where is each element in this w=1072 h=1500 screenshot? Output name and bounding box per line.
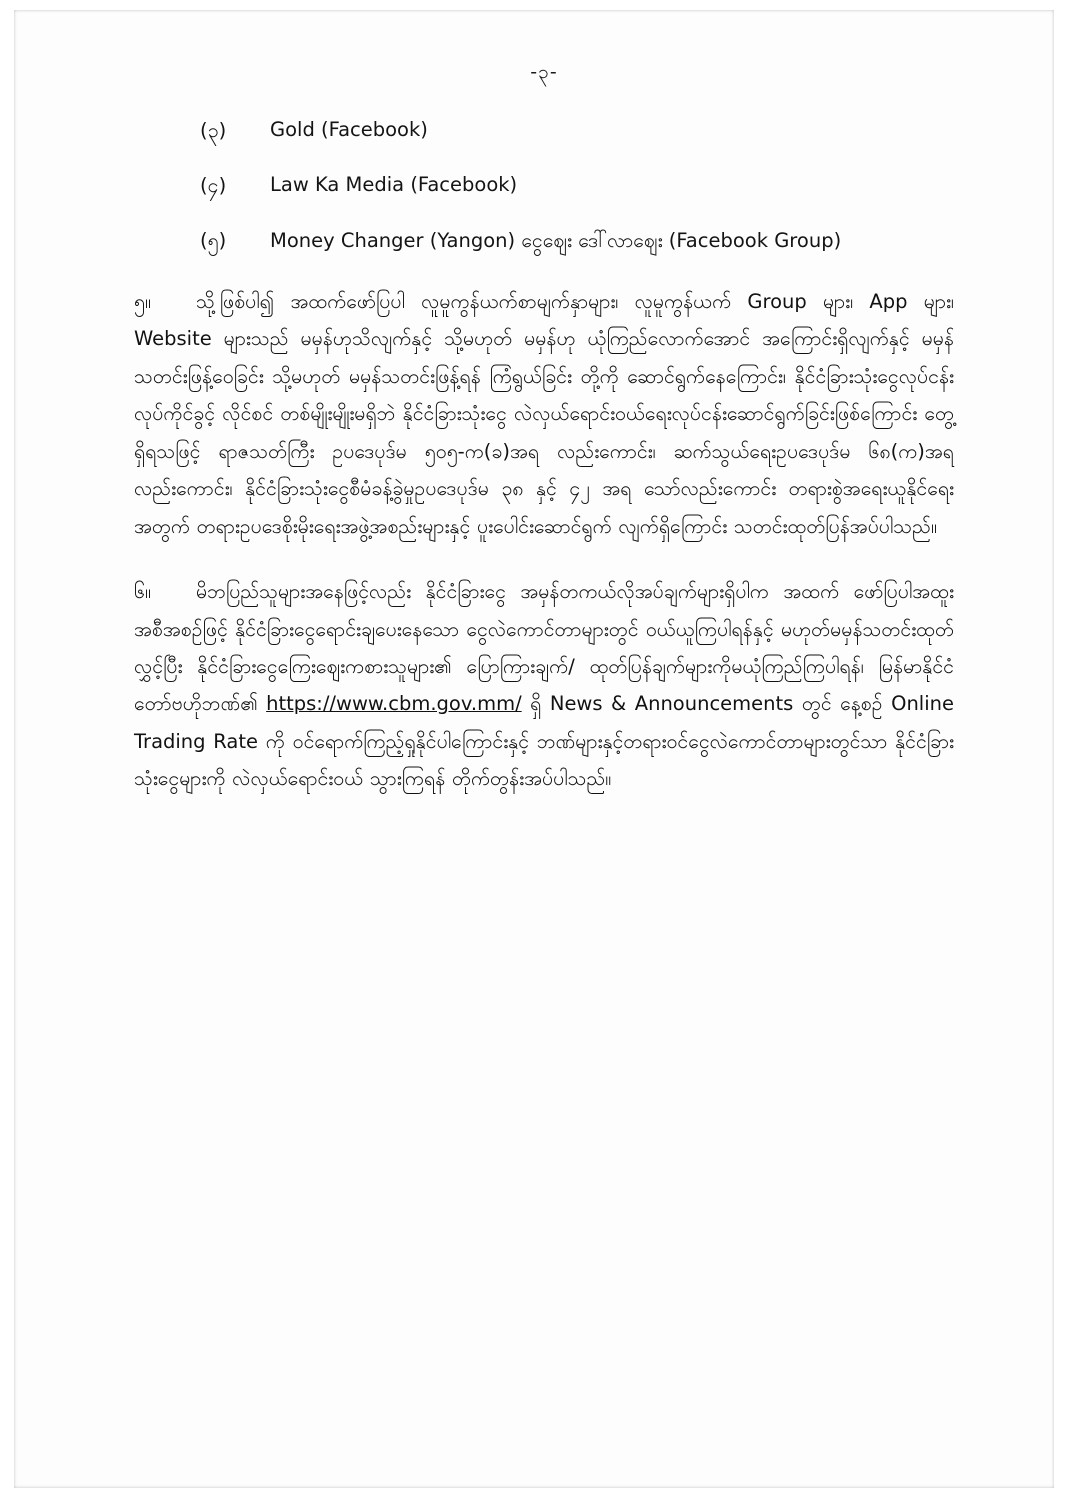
paragraph-5-number: ၅။ [134, 290, 151, 313]
document-content [134, 60, 954, 826]
paragraph-6-text-before-link: မိဘပြည်သူများအနေဖြင့်လည်း နိုင်ငံခြားငွေ အမှန်တကယ်လိုအပ်ချက်များရှိပါက အထက် ဖော်ပြပါအထူးအစီအစဉ်ဖြင့် နိုင်ငံခြားငွေရောင်းချပေးနေသော ငွေလဲကောင်တာများတွင် ဝယ်ယူကြပါရန်နှင့် မဟုတ်မမှန်သတင်းထုတ်လွှင့်ပြီး နိုင်ငံခြားငွေကြေးဈေးကစားသူများ၏ ပြောကြားချက်/ ထုတ်ပြန်ချက်များကိုမယုံကြည်ကြပါရန်၊ မြန်မာနိုင်ငံတော်ဗဟိုဘဏ်၏ [134, 580, 954, 716]
list-item-label: Gold (Facebook) [270, 118, 428, 141]
numbered-list [134, 118, 954, 257]
list-item [134, 173, 954, 202]
paragraph-6 [134, 573, 954, 798]
paragraph-5-text: သို့ဖြစ်ပါ၍ အထက်ဖော်ပြပါ လူမူကွန်ယက်စာမျက်နှာများ၊ လူမူကွန်ယက် Group များ၊ App များ၊ Website များသည် မမှန်ဟုသိလျက်နှင့် သို့မဟုတ် မမှန်ဟု ယုံကြည်လောက်အောင် အကြောင်းရှိလျက်နှင့် မမှန်သတင်းဖြန့်ဝေခြင်း သို့မဟုတ် မမှန်သတင်းဖြန့်ရန် ကြံရွယ်ခြင်း တို့ကို ဆောင်ရွက်နေကြောင်း၊ နိုင်ငံခြားသုံးငွေလုပ်ငန်းလုပ်ကိုင်ခွင့် လိုင်စင် တစ်မျိုးမျိုးမရှိဘဲ နိုင်ငံခြားသုံးငွေ လဲလှယ်ရောင်းဝယ်ရေးလုပ်ငန်းဆောင်ရွက်ခြင်းဖြစ်ကြောင်း တွေ့ရှိရသဖြင့် ရာဇသတ်ကြီး ဥပဒေပုဒ်မ ၅၀၅-က(ခ)အရ လည်းကောင်း၊ ဆက်သွယ်ရေးဥပဒေပုဒ်မ ၆၈(က)အရလည်းကောင်း၊ နိုင်ငံခြားသုံးငွေစီမံခန့်ခွဲမှုဥပဒေပုဒ်မ ၃၈ နှင့် ၄၂ အရ သော်လည်းကောင်း တရားစွဲအရေးယူနိုင်ရေးအတွက် တရားဥပဒေစိုးမိုးရေးအဖွဲ့အစည်းများနှင့် ပူးပေါင်းဆောင်ရွက် လျက်ရှိကြောင်း သတင်းထုတ်ပြန်အပ်ပါသည်။ [134, 290, 954, 538]
cbm-website-link[interactable]: https://www.cbm.gov.mm/ [266, 692, 522, 716]
list-item-marker: (၄) [200, 174, 227, 197]
list-item [134, 118, 954, 147]
page-number: -၃- [530, 61, 558, 83]
list-item [134, 228, 954, 257]
paper-sheet [14, 10, 1054, 1488]
list-item-label: Money Changer (Yangon) ငွေဈေး ဒေါ်လာဈေး (Facebook Group) [270, 229, 842, 252]
list-item-marker: (၅) [200, 229, 227, 252]
paragraph-6-text-after-link: ရှိ News & Announcements တွင် နေ့စဉ် Online Trading Rate ကို ဝင်ရောက်ကြည့်ရှုနိုင်ပါကြောင်းနှင့် ဘဏ်များနှင့်တရားဝင်ငွေလဲကောင်တာများတွင်သာ နိုင်ငံခြားသုံးငွေများကို လဲလှယ်ရောင်းဝယ် သွားကြရန် တိုက်တွန်းအပ်ပါသည်။ [134, 692, 954, 791]
paragraph-5 [134, 283, 954, 545]
list-item-label: Law Ka Media (Facebook) [270, 173, 518, 196]
paragraph-6-number: ၆။ [134, 580, 151, 604]
list-item-marker: (၃) [200, 119, 227, 142]
